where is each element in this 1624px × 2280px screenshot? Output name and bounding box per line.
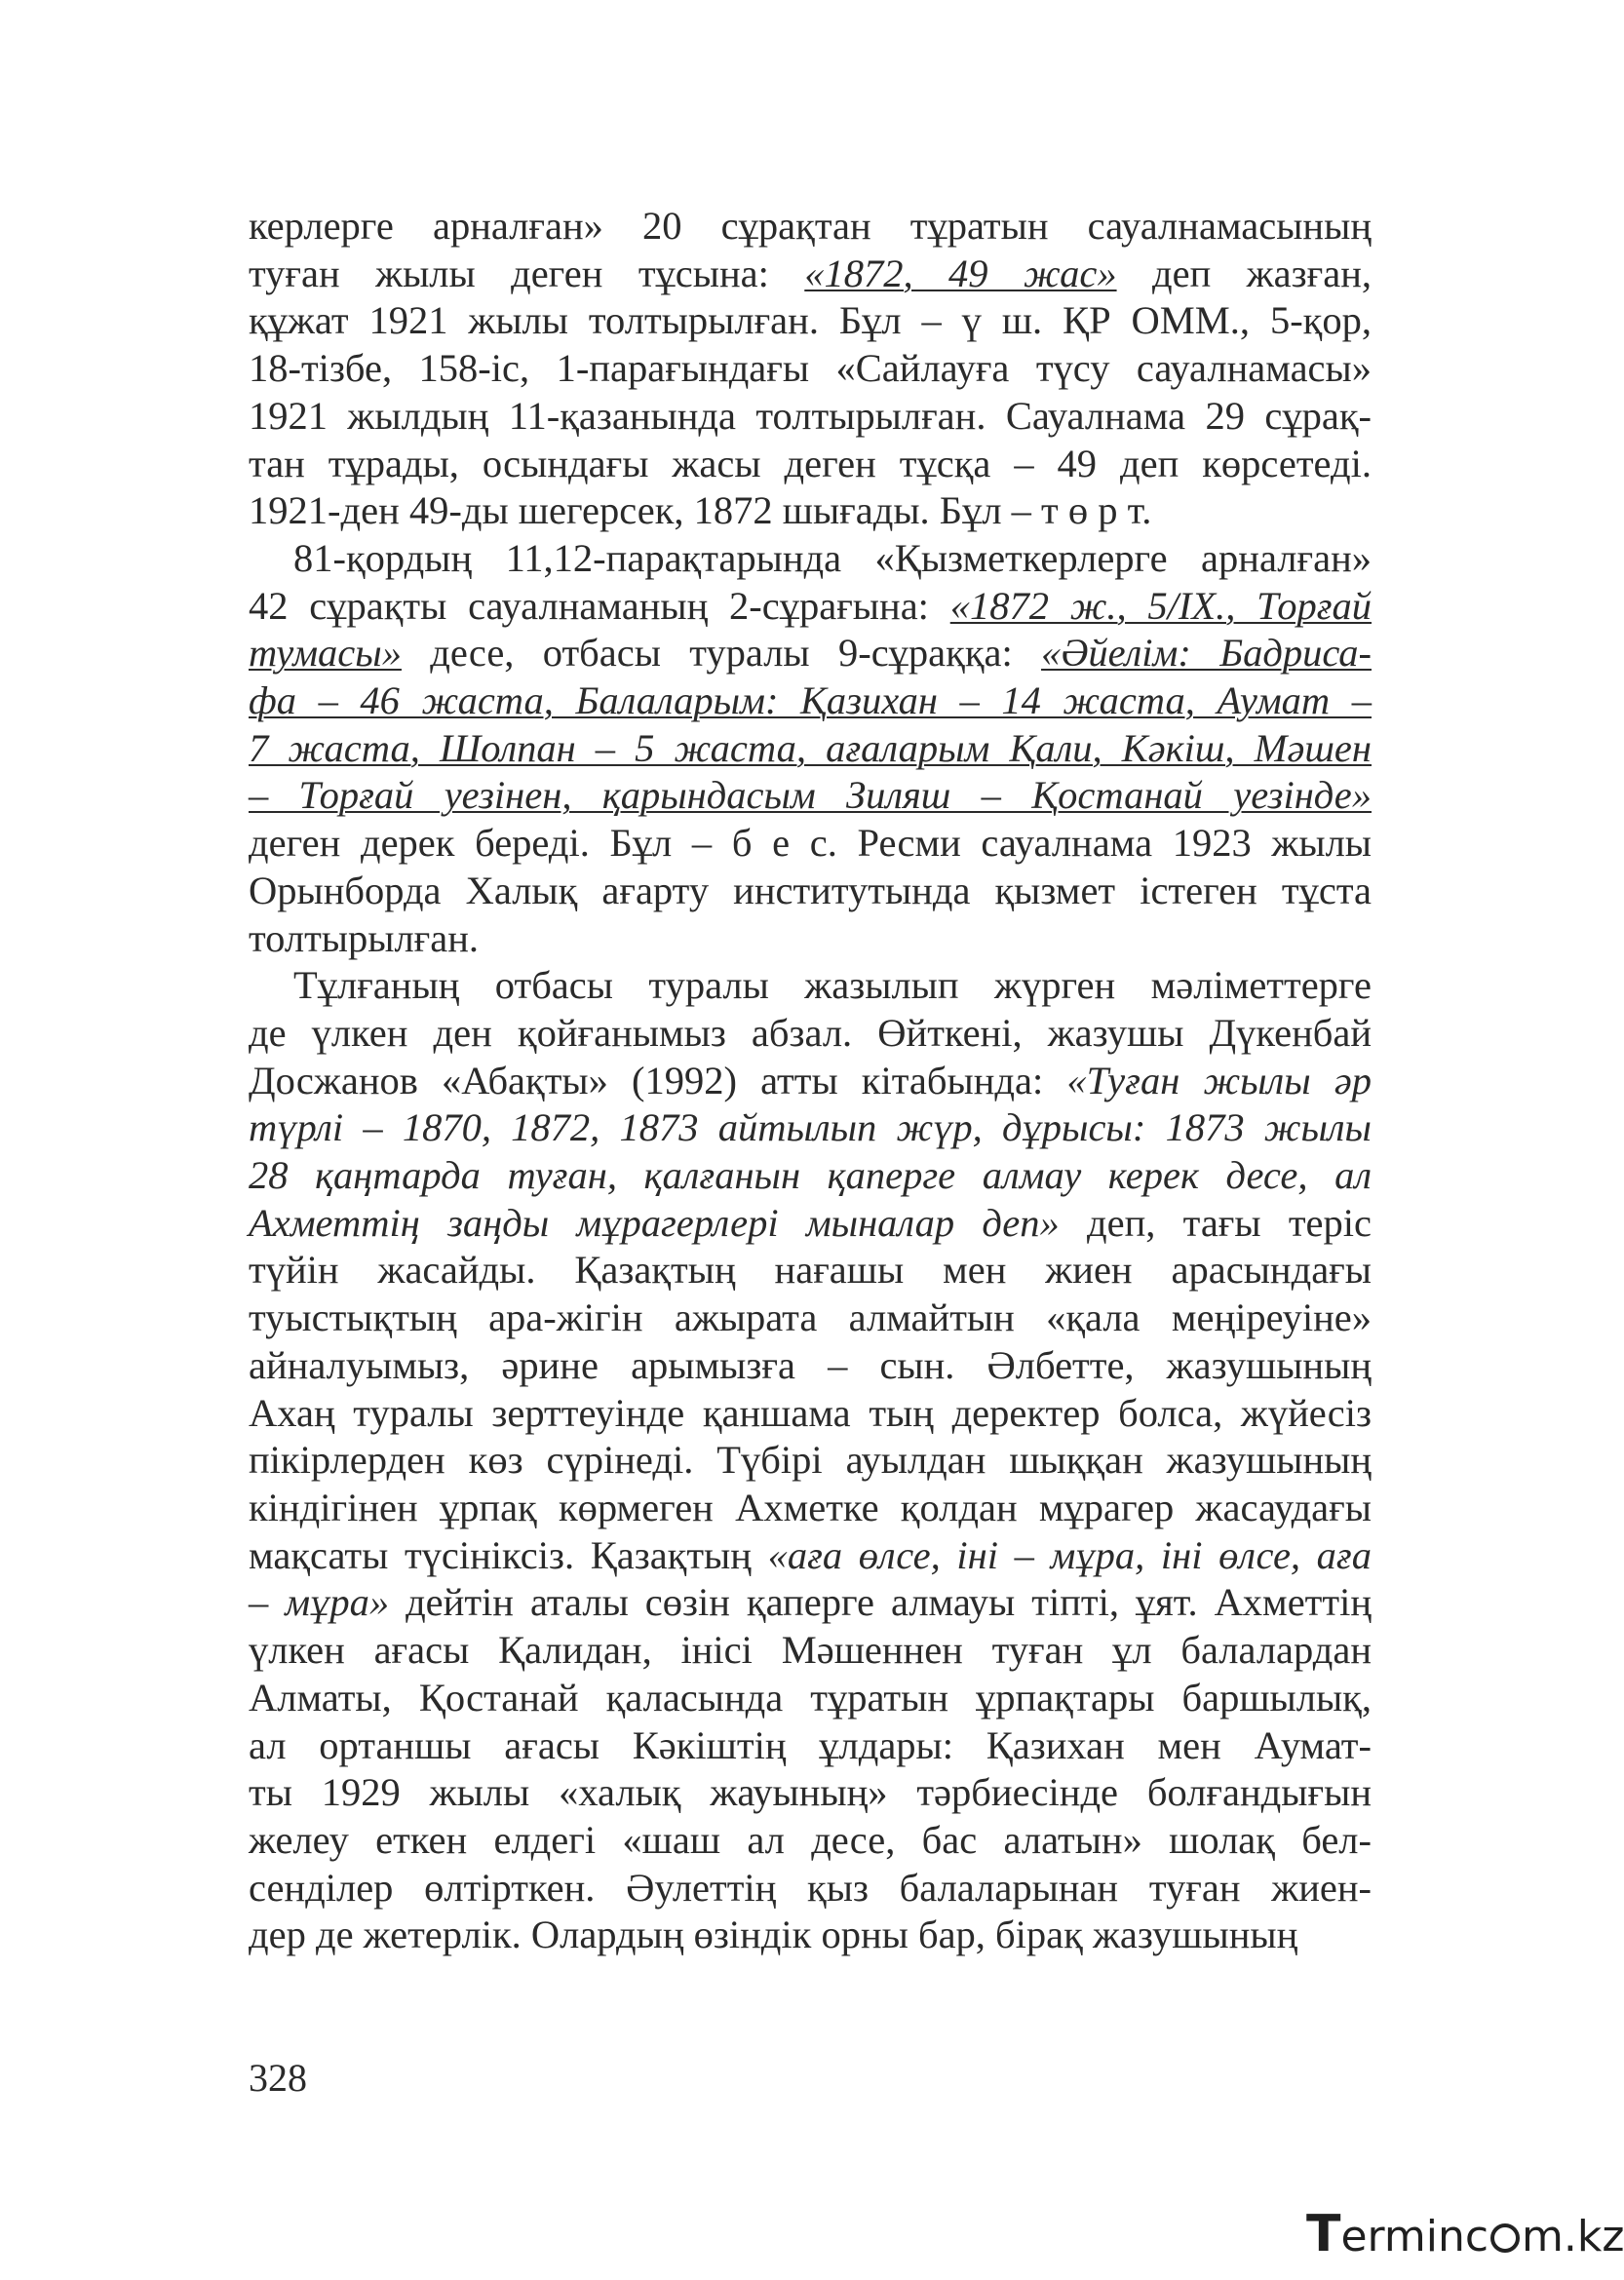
- text-run: десе, отбасы туралы 9-сұраққа:: [401, 631, 1042, 676]
- page-number: 328: [249, 2056, 307, 2100]
- text-run: түйін жасайды. Қазақтың нағашы мен жиен арасындағы: [249, 1248, 1372, 1293]
- text-line: [249, 1295, 1372, 1342]
- underlined-quote: «Әйелім: Бадриса-: [1041, 631, 1372, 676]
- text-line: [249, 868, 1372, 915]
- text-run: деген дерек береді. Бұл – б е с. Ресми сауалнама 1923 жылы: [249, 821, 1372, 866]
- text-line: [249, 1247, 1372, 1295]
- text-line: [249, 1817, 1372, 1865]
- text-run: желеу еткен елдегі «шаш ал десе, бас алатын» шолақ бел-: [249, 1817, 1372, 1862]
- text-run: 18-тізбе, 158-іс, 1-парағындағы «Сайлауға түсу сауалнамасы»: [249, 346, 1372, 391]
- text-run: толтырылған.: [249, 915, 480, 960]
- text-run: Тұлғаның отбасы туралы жазылып жүрген мәліметтерге: [293, 963, 1372, 1008]
- watermark-text: erminc m: [1340, 2212, 1564, 2261]
- text-run: Алматы, Қостанай қаласында тұратын ұрпақтары баршылық,: [249, 1675, 1372, 1720]
- italic-quote: «Туған жылы әр: [1066, 1058, 1372, 1102]
- text-run: деп жазған,: [1116, 251, 1372, 295]
- text-line: [249, 1675, 1372, 1722]
- site-watermark-logo: [1306, 2205, 1624, 2263]
- text-run: ты 1929 жылы «халық жауының» тәрбиесінде болғандығын: [249, 1770, 1372, 1815]
- text-line: [249, 677, 1372, 725]
- text-line: [249, 1152, 1372, 1200]
- text-line: [249, 583, 1372, 631]
- text-line: [249, 1010, 1372, 1058]
- watermark-domain: .kz: [1563, 2212, 1624, 2261]
- italic-quote: – мұра»: [249, 1580, 390, 1625]
- text-run: туған жылы деген тұсына:: [249, 251, 805, 295]
- underlined-quote: тумасы»: [249, 631, 402, 676]
- text-run: үлкен ағасы Қалидан, інісі Мәшеннен туған ұл балалардан: [249, 1628, 1372, 1673]
- text-run: мақсаты түсініксіз. Қазақтың: [249, 1532, 768, 1577]
- text-run: ал ортаншы ағасы Кәкіштің ұлдары: Қазихан мен Аумат-: [249, 1722, 1372, 1767]
- italic-quote: «аға өлсе, іні – мұра, іні өлсе, аға: [767, 1532, 1372, 1577]
- text-line: [249, 725, 1372, 773]
- text-run: кіндігінен ұрпақ көрмеген Ахметке қолдан мұрагер жасаудағы: [249, 1485, 1372, 1529]
- text-run: айналуымыз, әрине арымызға – сын. Әлбетте, жазушының: [249, 1342, 1372, 1387]
- text-line: [249, 962, 1372, 1010]
- text-run: дер де жетерлік. Олардың өзіндік орны бар, бірақ жазушының: [249, 1913, 1298, 1957]
- text-line: [249, 1627, 1372, 1675]
- watermark-ring-o: [1490, 2223, 1520, 2253]
- watermark-initial: T: [1306, 2205, 1341, 2263]
- text-line: [249, 1912, 1372, 1959]
- body-text: [249, 203, 1372, 1959]
- text-run: 42 сұрақты сауалнаманың 2-сұрағына:: [249, 583, 950, 628]
- italic-quote: түрлі – 1870, 1872, 1873 айтылып жүр, дұрысы: 1873 жылы: [249, 1105, 1372, 1150]
- text-run: Орынборда Халық ағарту институтында қызмет істеген тұста: [249, 868, 1372, 912]
- text-line: [249, 1200, 1372, 1248]
- text-line: [249, 1865, 1372, 1913]
- text-line: [249, 1769, 1372, 1817]
- text-run: 81-қордың 11,12-парақтарында «Қызметкерлерге арналған»: [293, 535, 1372, 580]
- text-line: [249, 535, 1372, 583]
- text-line: [249, 345, 1372, 393]
- text-run: пікірлерден көз сүрінеді. Түбірі ауылдан шыққан жазушының: [249, 1438, 1372, 1483]
- text-line: [249, 1579, 1372, 1627]
- text-line: [249, 1342, 1372, 1390]
- text-run: де үлкен ден қойғанымыз абзал. Өйткені, жазушы Дүкенбай: [249, 1010, 1372, 1055]
- text-line: [249, 1104, 1372, 1152]
- underlined-quote: 7 жаста, Шолпан – 5 жаста, ағаларым Қали, Кәкіш, Мәшен: [249, 725, 1372, 770]
- text-run: туыстықтың ара-жігін ажырата алмайтын «қала меңіреуіне»: [249, 1295, 1372, 1340]
- text-run: дейтін аталы сөзін қаперге алмауы тіпті, ұят. Ахметтің: [389, 1580, 1372, 1625]
- text-run: деп, тағы теріс: [1059, 1200, 1372, 1245]
- text-line: [249, 1058, 1372, 1105]
- underlined-quote: «1872 ж., 5/IX., Торғай: [949, 583, 1373, 628]
- text-run: құжат 1921 жылы толтырылған. Бұл – ү ш. ҚР ОММ., 5-қор,: [249, 298, 1372, 343]
- text-line: [249, 393, 1372, 441]
- text-line: [249, 1532, 1372, 1580]
- text-line: [249, 1437, 1372, 1485]
- italic-quote: Ахметтің заңды мұрагерлері мыналар деп»: [249, 1200, 1060, 1245]
- text-line: [249, 1390, 1372, 1438]
- text-run: Ахаң туралы зерттеуінде қаншама тың деректер болса, жүйесіз: [249, 1390, 1372, 1435]
- underlined-quote: фа – 46 жаста, Балаларым: Қазихан – 14 жаста, Аумат –: [249, 678, 1372, 723]
- text-line: [249, 1485, 1372, 1532]
- text-line: [249, 1722, 1372, 1770]
- text-line: [249, 915, 1372, 963]
- text-run: сенділер өлтірткен. Әулеттің қыз балаларынан туған жиен-: [249, 1865, 1372, 1910]
- text-line: [249, 251, 1372, 298]
- italic-quote: 28 қаңтарда туған, қалғанын қаперге алмау керек десе, ал: [249, 1153, 1372, 1198]
- text-run: тан тұрады, осындағы жасы деген тұсқа – 49 деп көрсетеді.: [249, 441, 1372, 485]
- text-line: [249, 630, 1372, 677]
- text-line: [249, 203, 1372, 251]
- text-run: 1921 жылдың 11-қазанында толтырылған. Сауалнама 29 сұрақ-: [249, 393, 1372, 438]
- text-line: [249, 441, 1372, 488]
- underlined-quote: – Торғай уезінен, қарындасым Зиляш – Қостанай уезінде»: [249, 773, 1372, 818]
- underlined-quote: «1872, 49 жас»: [804, 251, 1117, 295]
- text-run: Досжанов «Абақты» (1992) атты кітабында:: [249, 1058, 1067, 1102]
- text-line: [249, 772, 1372, 820]
- text-run: керлерге арналған» 20 сұрақтан тұратын сауалнамасының: [249, 204, 1372, 248]
- text-line: [249, 297, 1372, 345]
- text-run: 1921-ден 49-ды шегерсек, 1872 шығады. Бұл – т ө р т.: [249, 488, 1152, 533]
- text-line: [249, 487, 1372, 535]
- text-line: [249, 820, 1372, 868]
